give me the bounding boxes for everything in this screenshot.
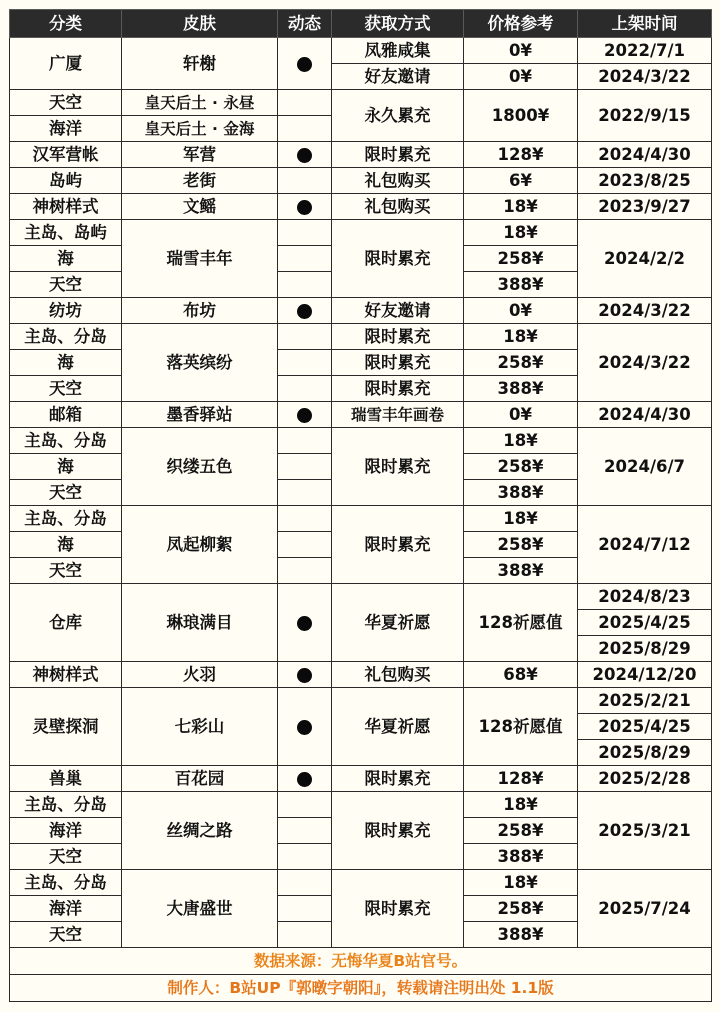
category-cell: 灵壁探洞 xyxy=(10,688,122,766)
price-cell: 388¥ xyxy=(464,272,578,298)
dynamic-cell xyxy=(278,324,332,350)
skin-cell: 凤起柳絮 xyxy=(122,506,278,584)
dynamic-cell xyxy=(278,766,332,792)
table-row xyxy=(10,298,712,324)
table-row xyxy=(10,324,712,350)
date-cell: 2023/9/27 xyxy=(578,194,712,220)
category-cell: 天空 xyxy=(10,922,122,948)
price-cell: 6¥ xyxy=(464,168,578,194)
category-cell: 主岛、分岛 xyxy=(10,792,122,818)
black-dot-icon xyxy=(297,616,312,631)
method-cell: 永久累充 xyxy=(332,90,464,142)
skin-cell: 文鳐 xyxy=(122,194,278,220)
price-cell: 258¥ xyxy=(464,896,578,922)
method-cell: 华夏祈愿 xyxy=(332,688,464,766)
black-dot-icon xyxy=(297,720,312,735)
skin-cell: 瑞雪丰年 xyxy=(122,220,278,298)
table-row xyxy=(10,766,712,792)
price-cell: 128祈愿值 xyxy=(464,688,578,766)
category-cell: 邮箱 xyxy=(10,402,122,428)
price-cell: 0¥ xyxy=(464,64,578,90)
source-note: 数据来源：无悔华夏B站官号。 xyxy=(10,948,712,975)
date-cell: 2022/7/1 xyxy=(578,38,712,64)
price-cell: 388¥ xyxy=(464,844,578,870)
category-cell: 仓库 xyxy=(10,584,122,662)
dynamic-cell xyxy=(278,376,332,402)
dynamic-cell xyxy=(278,662,332,688)
black-dot-icon xyxy=(297,57,312,72)
header-price: 价格参考 xyxy=(464,10,578,38)
method-cell: 限时累充 xyxy=(332,142,464,168)
header-date: 上架时间 xyxy=(578,10,712,38)
price-cell: 0¥ xyxy=(464,298,578,324)
category-cell: 海 xyxy=(10,350,122,376)
skin-cell: 丝绸之路 xyxy=(122,792,278,870)
price-cell: 388¥ xyxy=(464,922,578,948)
dynamic-cell xyxy=(278,532,332,558)
skin-table xyxy=(9,9,712,1002)
category-cell: 天空 xyxy=(10,376,122,402)
method-cell: 限时累充 xyxy=(332,220,464,298)
date-cell: 2025/2/21 xyxy=(578,688,712,714)
skin-cell: 落英缤纷 xyxy=(122,324,278,402)
price-cell: 18¥ xyxy=(464,324,578,350)
dynamic-cell xyxy=(278,220,332,246)
footer-row xyxy=(10,948,712,975)
price-cell: 68¥ xyxy=(464,662,578,688)
price-cell: 388¥ xyxy=(464,558,578,584)
price-cell: 18¥ xyxy=(464,194,578,220)
category-cell: 主岛、分岛 xyxy=(10,870,122,896)
price-cell: 128¥ xyxy=(464,766,578,792)
date-cell: 2025/4/25 xyxy=(578,714,712,740)
dynamic-cell xyxy=(278,896,332,922)
credit-note: 制作人：B站UP『郭暾字朝阳』，转载请注明出处 1.1版 xyxy=(10,975,712,1002)
skin-cell: 百花园 xyxy=(122,766,278,792)
category-cell: 纺坊 xyxy=(10,298,122,324)
category-cell: 神树样式 xyxy=(10,662,122,688)
skin-cell: 大唐盛世 xyxy=(122,870,278,948)
price-cell: 128¥ xyxy=(464,142,578,168)
header-category: 分类 xyxy=(10,10,122,38)
category-cell: 主岛、岛屿 xyxy=(10,220,122,246)
dynamic-cell xyxy=(278,792,332,818)
table-row xyxy=(10,792,712,818)
category-cell: 主岛、分岛 xyxy=(10,324,122,350)
table-row xyxy=(10,38,712,64)
method-cell: 限时累充 xyxy=(332,350,464,376)
skin-cell: 轩榭 xyxy=(122,38,278,90)
category-cell: 海洋 xyxy=(10,818,122,844)
category-cell: 海 xyxy=(10,532,122,558)
black-dot-icon xyxy=(297,200,312,215)
price-cell: 258¥ xyxy=(464,350,578,376)
dynamic-cell xyxy=(278,454,332,480)
table-row xyxy=(10,220,712,246)
method-cell: 好友邀请 xyxy=(332,298,464,324)
category-cell: 汉军营帐 xyxy=(10,142,122,168)
dynamic-cell xyxy=(278,350,332,376)
method-cell: 华夏祈愿 xyxy=(332,584,464,662)
table-row xyxy=(10,584,712,610)
date-cell: 2022/9/15 xyxy=(578,90,712,142)
footer-row xyxy=(10,975,712,1002)
table-row xyxy=(10,402,712,428)
method-cell: 瑞雪丰年画卷 xyxy=(332,402,464,428)
dynamic-cell xyxy=(278,480,332,506)
method-cell: 限时累充 xyxy=(332,792,464,870)
method-cell: 限时累充 xyxy=(332,428,464,506)
dynamic-cell xyxy=(278,506,332,532)
category-cell: 主岛、分岛 xyxy=(10,428,122,454)
price-cell: 388¥ xyxy=(464,376,578,402)
category-cell: 天空 xyxy=(10,480,122,506)
price-cell: 18¥ xyxy=(464,220,578,246)
method-cell: 限时累充 xyxy=(332,324,464,350)
category-cell: 兽巢 xyxy=(10,766,122,792)
category-cell: 天空 xyxy=(10,558,122,584)
skin-cell: 琳琅满目 xyxy=(122,584,278,662)
date-cell: 2025/3/21 xyxy=(578,792,712,870)
price-cell: 388¥ xyxy=(464,480,578,506)
date-cell: 2024/2/2 xyxy=(578,220,712,298)
dynamic-cell xyxy=(278,246,332,272)
skin-cell: 老街 xyxy=(122,168,278,194)
date-cell: 2024/8/23 xyxy=(578,584,712,610)
table-row xyxy=(10,506,712,532)
dynamic-cell xyxy=(278,584,332,662)
category-cell: 海 xyxy=(10,246,122,272)
price-cell: 0¥ xyxy=(464,38,578,64)
black-dot-icon xyxy=(297,668,312,683)
method-cell: 限时累充 xyxy=(332,376,464,402)
date-cell: 2025/8/29 xyxy=(578,636,712,662)
date-cell: 2025/8/29 xyxy=(578,740,712,766)
skin-cell: 火羽 xyxy=(122,662,278,688)
category-cell: 岛屿 xyxy=(10,168,122,194)
category-cell: 海洋 xyxy=(10,896,122,922)
date-cell: 2025/7/24 xyxy=(578,870,712,948)
table-row xyxy=(10,168,712,194)
price-cell: 18¥ xyxy=(464,506,578,532)
dynamic-cell xyxy=(278,116,332,142)
price-cell: 18¥ xyxy=(464,870,578,896)
date-cell: 2024/3/22 xyxy=(578,64,712,90)
date-cell: 2025/4/25 xyxy=(578,610,712,636)
dynamic-cell xyxy=(278,402,332,428)
category-cell: 广厦 xyxy=(10,38,122,90)
method-cell: 凤雅咸集 xyxy=(332,38,464,64)
category-cell: 天空 xyxy=(10,90,122,116)
skin-cell: 皇天后土 · 金海 xyxy=(122,116,278,142)
black-dot-icon xyxy=(297,304,312,319)
category-cell: 天空 xyxy=(10,272,122,298)
price-cell: 0¥ xyxy=(464,402,578,428)
date-cell: 2024/12/20 xyxy=(578,662,712,688)
header-dynamic: 动态 xyxy=(278,10,332,38)
dynamic-cell xyxy=(278,558,332,584)
date-cell: 2024/4/30 xyxy=(578,142,712,168)
skin-cell: 皇天后土 · 永昼 xyxy=(122,90,278,116)
black-dot-icon xyxy=(297,408,312,423)
dynamic-cell xyxy=(278,194,332,220)
category-cell: 神树样式 xyxy=(10,194,122,220)
method-cell: 限时累充 xyxy=(332,870,464,948)
dynamic-cell xyxy=(278,298,332,324)
black-dot-icon xyxy=(297,772,312,787)
table-row xyxy=(10,142,712,168)
table-row xyxy=(10,428,712,454)
method-cell: 礼包购买 xyxy=(332,662,464,688)
method-cell: 礼包购买 xyxy=(332,194,464,220)
method-cell: 好友邀请 xyxy=(332,64,464,90)
table-row xyxy=(10,870,712,896)
dynamic-cell xyxy=(278,38,332,90)
skin-cell: 布坊 xyxy=(122,298,278,324)
date-cell: 2024/7/12 xyxy=(578,506,712,584)
dynamic-cell xyxy=(278,90,332,116)
method-cell: 礼包购买 xyxy=(332,168,464,194)
price-cell: 18¥ xyxy=(464,428,578,454)
category-cell: 海 xyxy=(10,454,122,480)
dynamic-cell xyxy=(278,818,332,844)
dynamic-cell xyxy=(278,870,332,896)
table-row xyxy=(10,90,712,116)
skin-cell: 墨香驿站 xyxy=(122,402,278,428)
dynamic-cell xyxy=(278,922,332,948)
dynamic-cell xyxy=(278,272,332,298)
date-cell: 2024/3/22 xyxy=(578,298,712,324)
black-dot-icon xyxy=(297,148,312,163)
category-cell: 主岛、分岛 xyxy=(10,506,122,532)
category-cell: 天空 xyxy=(10,844,122,870)
dynamic-cell xyxy=(278,428,332,454)
date-cell: 2024/3/22 xyxy=(578,324,712,402)
header-skin: 皮肤 xyxy=(122,10,278,38)
table-row xyxy=(10,688,712,714)
table-row xyxy=(10,194,712,220)
dynamic-cell xyxy=(278,168,332,194)
table-row xyxy=(10,662,712,688)
price-cell: 258¥ xyxy=(464,454,578,480)
header-method: 获取方式 xyxy=(332,10,464,38)
skin-cell: 军营 xyxy=(122,142,278,168)
price-cell: 258¥ xyxy=(464,818,578,844)
category-cell: 海洋 xyxy=(10,116,122,142)
price-cell: 258¥ xyxy=(464,246,578,272)
dynamic-cell xyxy=(278,688,332,766)
method-cell: 限时累充 xyxy=(332,506,464,584)
date-cell: 2025/2/28 xyxy=(578,766,712,792)
date-cell: 2023/8/25 xyxy=(578,168,712,194)
skin-cell: 织缕五色 xyxy=(122,428,278,506)
dynamic-cell xyxy=(278,844,332,870)
price-cell: 1800¥ xyxy=(464,90,578,142)
price-cell: 128祈愿值 xyxy=(464,584,578,662)
dynamic-cell xyxy=(278,142,332,168)
date-cell: 2024/6/7 xyxy=(578,428,712,506)
method-cell: 限时累充 xyxy=(332,766,464,792)
header-row xyxy=(10,10,712,38)
date-cell: 2024/4/30 xyxy=(578,402,712,428)
price-cell: 258¥ xyxy=(464,532,578,558)
skin-cell: 七彩山 xyxy=(122,688,278,766)
price-cell: 18¥ xyxy=(464,792,578,818)
